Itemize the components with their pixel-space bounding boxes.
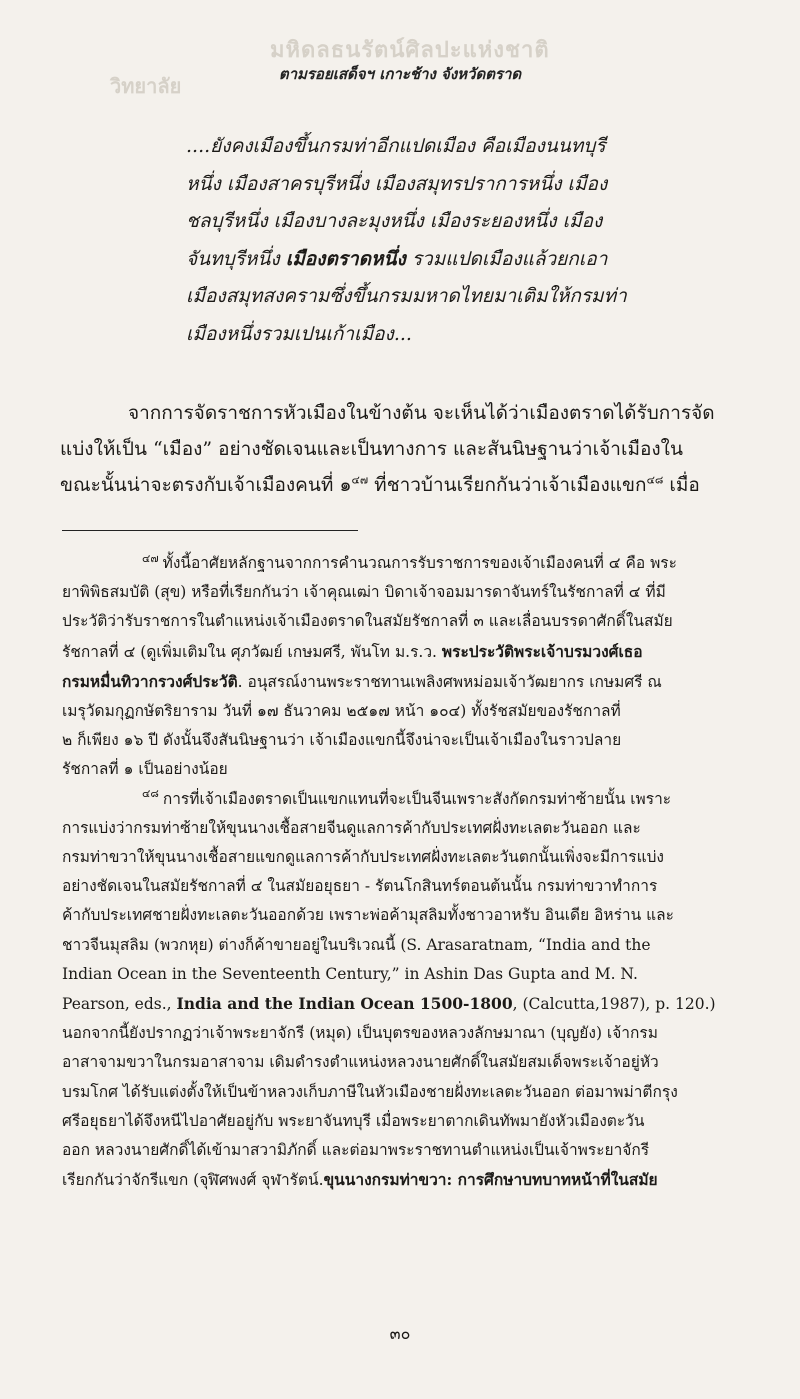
- quote-line: ....ยังคงเมืองขึ้นกรมท่าอีกแปดเมือง คือเมืองนนทบุรี: [186, 135, 606, 157]
- page-number: ๓๐: [389, 1324, 411, 1343]
- footnote-text: เรียกกันว่าจักรีแขก (จุฬิศพงศ์ จุฬารัตน์.: [62, 1171, 324, 1190]
- body-paragraph: [60, 395, 740, 503]
- footnote-text: รัชกาลที่ ๔ (ดูเพิ่มเติมใน ศุภวัฒย์ เกษมศรี, พันโท ม.ร.ว.: [62, 642, 442, 661]
- footnote-line: กรมท่าขวาให้ขุนนางเชื้อสายแขกดูแลการค้ากับประเทศฝั่งทะเลตะวันตกนั้นเพิ่งจะมีการแบ่ง: [62, 848, 664, 867]
- quote-emphasis: เมืองตราดหนึ่ง: [285, 247, 406, 270]
- quote-line: ชลบุรีหนึ่ง เมืองบางละมุงหนึ่ง เมืองระยองหนึ่ง เมือง: [186, 210, 603, 232]
- quote-line: เมืองสมุทสงครามซึ่งขึ้นกรมมหาดไทยมาเติมให้กรมท่า: [186, 285, 627, 307]
- footnote-line: Indian Ocean in the Seventeenth Century,” in Ashin Das Gupta and M. N.: [62, 964, 638, 983]
- footnote-text: . อนุสรณ์งานพระราชทานเพลิงศพหม่อมเจ้าวัฒยากร เกษมศรี ณ: [237, 672, 662, 691]
- footnote-line: เมรุวัดมกุฏกษัตริยาราม วันที่ ๑๗ ธันวาคม ๒๕๑๗ หน้า ๑๐๔) ทั้งรัชสมัยของรัชกาลที่: [62, 702, 621, 721]
- footnote-line: นอกจากนี้ยังปรากฏว่าเจ้าพระยาจักรี (หมุด) เป็นบุตรของหลวงลักษมาณา (บุญยัง) เจ้ากรม: [62, 1024, 658, 1043]
- footnote-line: [62, 667, 742, 697]
- footnotes: [62, 549, 742, 1195]
- bleed-through-subtext: วิทยาลัย: [110, 74, 182, 98]
- body-text: ที่ชาวบ้านเรียกกันว่าเจ้าเมืองแขก: [368, 474, 647, 496]
- bleed-through-text: มหิดลธนรัตน์ศิลปะแห่งชาติ: [270, 38, 550, 63]
- footnote-line: [62, 785, 742, 814]
- footnote-number: ๔๘: [142, 787, 159, 801]
- footnote-number: ๔๗: [142, 551, 159, 565]
- body-text: เมื่อ: [663, 474, 700, 496]
- footnote-line: รัชกาลที่ ๑ เป็นอย่างน้อย: [62, 760, 228, 779]
- body-line: แบ่งให้เป็น “เมือง” อย่างชัดเจนและเป็นทางการ และสันนิษฐานว่าเจ้าเมืองใน: [60, 438, 683, 460]
- running-head: ตามรอยเสด็จฯ เกาะช้าง จังหวัดตราด: [278, 65, 522, 83]
- footnote-line: [62, 989, 742, 1019]
- footnote-text: การที่เจ้าเมืองตราดเป็นแขกแทนที่จะเป็นจีนเพราะสังกัดกรมท่าซ้ายนั้น เพราะ: [162, 789, 672, 808]
- footnote-line: ค้ากับประเทศชายฝั่งทะเลตะวันออกด้วย เพราะพ่อค้ามุสลิมทั้งชาวอาหรับ อินเดีย อิหร่าน และ: [62, 906, 674, 925]
- footnote-line: ศรีอยุธยาได้จึงหนีไปอาศัยอยู่กับ พระยาจันทบุรี เมื่อพระยาตากเดินทัพมายังหัวเมืองตะวัน: [62, 1111, 645, 1130]
- footnote-line: อย่างชัดเจนในสมัยรัชกาลที่ ๔ ในสมัยอยุธยา - รัตนโกสินทร์ตอนต้นนั้น กรมท่าขวาทำการ: [62, 877, 658, 896]
- body-line: จากการจัดราชการหัวเมืองในข้างต้น จะเห็นได้ว่าเมืองตราดได้รับการจัด: [128, 402, 715, 424]
- body-line: [60, 467, 740, 503]
- footnote-line: บรมโกศ ได้รับแต่งตั้งให้เป็นข้าหลวงเก็บภาษีในหัวเมืองชายฝั่งทะเลตะวันออก ต่อมาพม่าตีกรุง: [62, 1082, 678, 1101]
- footnote-divider: [62, 530, 358, 531]
- footnote-text: Pearson, eds.,: [62, 995, 177, 1014]
- footnote-line: [62, 549, 742, 578]
- footnote-title: India and the Indian Ocean 1500-1800: [176, 994, 513, 1014]
- quote-text: รวมแปดเมืองแล้วยกเอา: [405, 247, 608, 270]
- footnote-line: การแบ่งว่ากรมท่าซ้ายให้ขุนนางเชื้อสายจีนดูแลการค้ากับประเทศฝั่งทะเลตะวันออก และ: [62, 818, 641, 837]
- footnote-line: ประวัติว่ารับราชการในตำแหน่งเจ้าเมืองตราดในสมัยรัชกาลที่ ๓ และเลื่อนบรรดาศักดิ์ในสมัย: [62, 612, 673, 631]
- footnote-title: พระประวัติพระเจ้าบรมวงศ์เธอ: [441, 641, 643, 661]
- footnote-line: [62, 1165, 742, 1195]
- block-quote: [186, 128, 656, 353]
- footnote-line: [62, 637, 742, 667]
- footnote-ref-47[interactable]: ๔๗: [351, 473, 369, 487]
- footnote-line: ยาพิพิธสมบัติ (สุข) หรือที่เรียกกันว่า เจ้าคุณเฒ่า บิดาเจ้าจอมมารดาจันทร์ในรัชกาลที่ ๔ ที่มี: [62, 583, 666, 602]
- footnote-line: ๒ ก็เพียง ๑๖ ปี ดังนั้นจึงสันนิษฐานว่า เจ้าเมืองแขกนี้จึงน่าจะเป็นเจ้าเมืองในราวปลาย: [62, 731, 622, 750]
- footnote-line: ออก หลวงนายศักดิ์ได้เข้ามาสวามิภักดิ์ และต่อมาพระราชทานตำแหน่งเป็นเจ้าพระยาจักรี: [62, 1141, 650, 1160]
- quote-line: [186, 241, 656, 279]
- footnote-text: ทั้งนี้อาศัยหลักฐานจากการคำนวณการรับราชการของเจ้าเมืองคนที่ ๔ คือ พระ: [162, 554, 677, 572]
- footnote-ref-48[interactable]: ๔๘: [646, 473, 664, 487]
- quote-line: หนึ่ง เมืองสาครบุรีหนึ่ง เมืองสมุทรปราการหนึ่ง เมือง: [186, 172, 608, 195]
- footnote-line: อาสาจามขวาในกรมอาสาจาม เดิมดำรงตำแหน่งหลวงนายศักดิ์ในสมัยสมเด็จพระเจ้าอยู่หัว: [62, 1053, 659, 1072]
- footnote-title: ขุนนางกรมท่าขวา: การศึกษาบทบาทหน้าที่ในสมัย: [323, 1170, 658, 1190]
- quote-line: เมืองหนึ่งรวมเปนเก้าเมือง...: [186, 322, 412, 345]
- footnote-text: , (Calcutta,1987), p. 120.): [512, 995, 716, 1014]
- quote-text: จันทบุรีหนึ่ง: [186, 247, 286, 270]
- footnote-line: ชาวจีนมุสลิม (พวกหุย) ต่างก็ค้าขายอยู่ในบริเวณนี้ (S. Arasaratnam, “India and the: [62, 935, 651, 954]
- body-text: ขณะนั้นน่าจะตรงกับเจ้าเมืองคนที่ ๑: [60, 474, 352, 496]
- footnote-title: กรมหมื่นทิวากรวงศ์ประวัติ: [62, 671, 238, 691]
